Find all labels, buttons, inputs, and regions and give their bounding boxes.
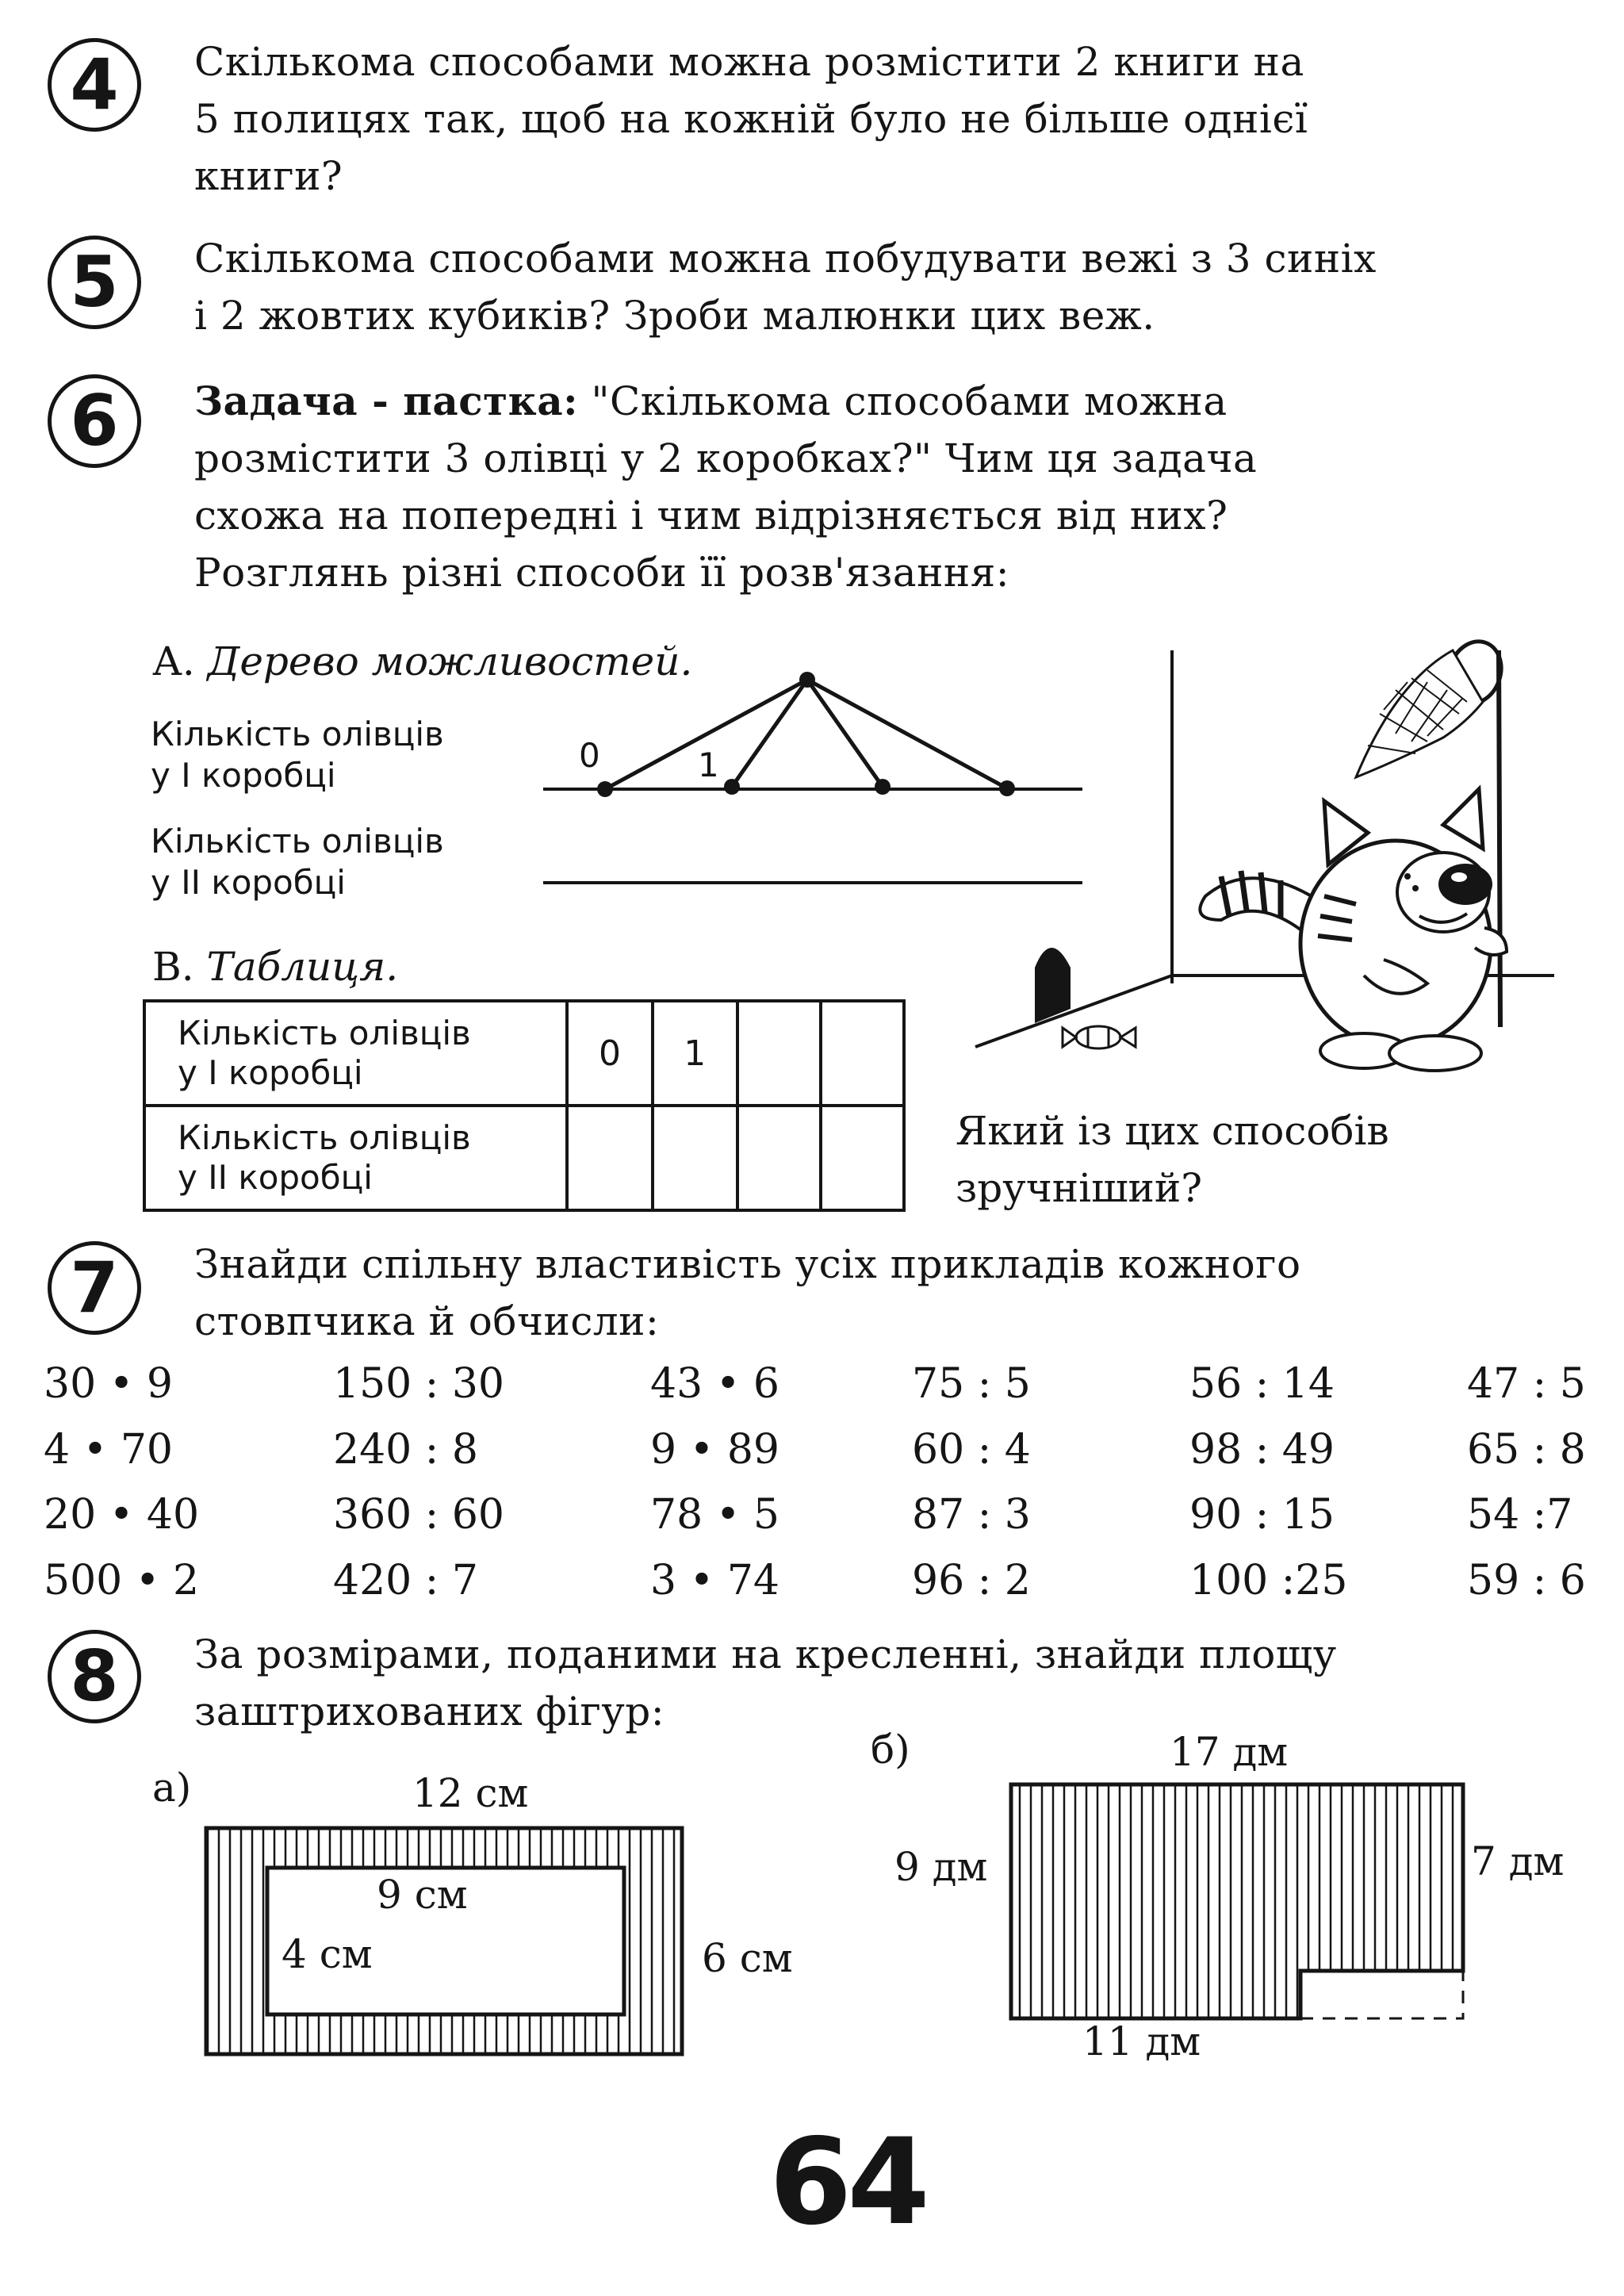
tree-branch bbox=[732, 680, 807, 787]
tree-heading-text: Дерево можливостей. bbox=[207, 638, 693, 684]
fig-b-left-dim: 9 дм bbox=[894, 1844, 988, 1890]
fig-b-label: б) bbox=[871, 1727, 910, 1773]
expression: 98 : 49 bbox=[1189, 1426, 1335, 1474]
expression: 90 : 15 bbox=[1189, 1491, 1335, 1539]
fig-b-right-dim: 7 дм bbox=[1471, 1838, 1565, 1884]
cat-with-net-illustration bbox=[952, 634, 1570, 1079]
expression: 20 • 40 bbox=[44, 1491, 200, 1539]
task-7-number-badge: 7 bbox=[48, 1241, 141, 1335]
task-7-text bbox=[194, 1236, 1301, 1350]
tree-node bbox=[597, 781, 613, 797]
table-heading bbox=[152, 944, 398, 990]
task-5-line: Скількома способами можна побудувати вежі з 3 синіх bbox=[194, 236, 1377, 282]
tree-node bbox=[875, 779, 891, 795]
table-cell bbox=[821, 1106, 904, 1210]
expression: 59 : 6 bbox=[1467, 1557, 1586, 1604]
task-4-number-badge: 4 bbox=[48, 38, 141, 132]
fig-b-bottom-dim: 11 дм bbox=[1082, 2018, 1201, 2064]
fig-a-inner-height: 4 см bbox=[282, 1931, 373, 1977]
fig-a-outer-height: 6 см bbox=[702, 1935, 793, 1981]
table-cell bbox=[737, 1001, 821, 1106]
table-cell bbox=[567, 1106, 652, 1210]
expression: 500 • 2 bbox=[44, 1557, 200, 1604]
task-8-line: За розмірами, поданими на кресленні, знайди площу bbox=[194, 1631, 1337, 1677]
table-cell: 0 bbox=[567, 1001, 652, 1106]
fig-b-l-shape bbox=[1003, 1777, 1471, 2030]
tree-node bbox=[724, 779, 740, 795]
task-6-lead: Задача - пастка: bbox=[194, 378, 579, 424]
task-8-number-badge: 8 bbox=[48, 1630, 141, 1723]
tree-node-label-0: 0 bbox=[579, 736, 600, 775]
expression: 47 : 5 bbox=[1467, 1360, 1586, 1408]
table-row2-label: Кількість олівців у ІІ коробці bbox=[144, 1106, 567, 1210]
task-8-text bbox=[194, 1626, 1337, 1740]
tree-branch bbox=[807, 680, 883, 787]
table-row1-label: Кількість олівців у І коробці bbox=[144, 1001, 567, 1106]
table-cell bbox=[737, 1106, 821, 1210]
task-7-line: стовпчика й обчисли: bbox=[194, 1298, 660, 1344]
possibility-tree bbox=[0, 0, 1110, 912]
expression: 4 • 70 bbox=[44, 1426, 173, 1474]
expression: 9 • 89 bbox=[650, 1426, 779, 1474]
expression: 3 • 74 bbox=[650, 1557, 779, 1604]
expression: 87 : 3 bbox=[912, 1491, 1031, 1539]
expression: 420 : 7 bbox=[333, 1557, 478, 1604]
expression: 30 • 9 bbox=[44, 1360, 173, 1408]
task-6-line: розмістити 3 олівці у 2 коробках?" Чим ця задача bbox=[194, 435, 1258, 481]
task-5-line: і 2 жовтих кубиків? Зроби малюнки цих веж. bbox=[194, 293, 1155, 339]
expression: 240 : 8 bbox=[333, 1426, 478, 1474]
expression: 75 : 5 bbox=[912, 1360, 1031, 1408]
expression: 56 : 14 bbox=[1189, 1360, 1335, 1408]
tree-root-node bbox=[799, 672, 815, 688]
table-heading-text: Таблиця. bbox=[206, 944, 399, 990]
expression: 96 : 2 bbox=[912, 1557, 1031, 1604]
task-8-line: заштрихованих фігур: bbox=[194, 1688, 665, 1734]
task-6-line: схожа на попередні і чим відрізняється від них? bbox=[194, 493, 1228, 539]
tree-heading-letter: А. bbox=[152, 638, 195, 684]
fig-a-outer-width: 12 см bbox=[412, 1770, 529, 1816]
table-cell bbox=[821, 1001, 904, 1106]
expression: 43 • 6 bbox=[650, 1360, 779, 1408]
fig-a-label: а) bbox=[152, 1765, 192, 1811]
task-7-line: Знайди спільну властивість усіх прикладів кожного bbox=[194, 1241, 1301, 1287]
page-number: 64 bbox=[769, 2114, 925, 2252]
task-6-question: Який із цих способів зручніший? bbox=[956, 1108, 1389, 1211]
fig-a-frame-shape bbox=[202, 1824, 694, 2062]
table-cell bbox=[653, 1106, 737, 1210]
fig-a-inner-width: 9 см bbox=[377, 1872, 468, 1918]
task-6-number-badge: 6 bbox=[48, 374, 141, 468]
expression: 150 : 30 bbox=[333, 1360, 504, 1408]
task-4-line: 5 полицях так, щоб на кожній було не більше однієї bbox=[194, 96, 1308, 142]
task-4-line: Скількома способами можна розмістити 2 книги на bbox=[194, 39, 1304, 85]
expression: 60 : 4 bbox=[912, 1426, 1031, 1474]
candy-icon bbox=[1063, 1026, 1136, 1048]
fig-b-top-dim: 17 дм bbox=[1170, 1729, 1289, 1775]
table-cell: 1 bbox=[653, 1001, 737, 1106]
expression: 65 : 8 bbox=[1467, 1426, 1586, 1474]
task-5-number-badge: 5 bbox=[48, 236, 141, 329]
table-heading-letter: В. bbox=[152, 944, 194, 990]
expression: 360 : 60 bbox=[333, 1491, 504, 1539]
expression: 100 :25 bbox=[1189, 1557, 1348, 1604]
tree-node-label-1: 1 bbox=[698, 746, 719, 784]
task-4-line: книги? bbox=[194, 153, 343, 199]
expression: 54 :7 bbox=[1467, 1491, 1573, 1539]
tree-row2-label: Кількість олівців у ІІ коробці bbox=[151, 822, 444, 902]
task-6-line: Розглянь різні способи її розв'язання: bbox=[194, 550, 1010, 596]
task-6-line-1-rest: "Скількома способами можна bbox=[578, 378, 1228, 424]
expression: 78 • 5 bbox=[650, 1491, 779, 1539]
tree-row1-label: Кількість олівців у І коробці bbox=[151, 715, 444, 795]
pencils-table bbox=[143, 999, 906, 1212]
